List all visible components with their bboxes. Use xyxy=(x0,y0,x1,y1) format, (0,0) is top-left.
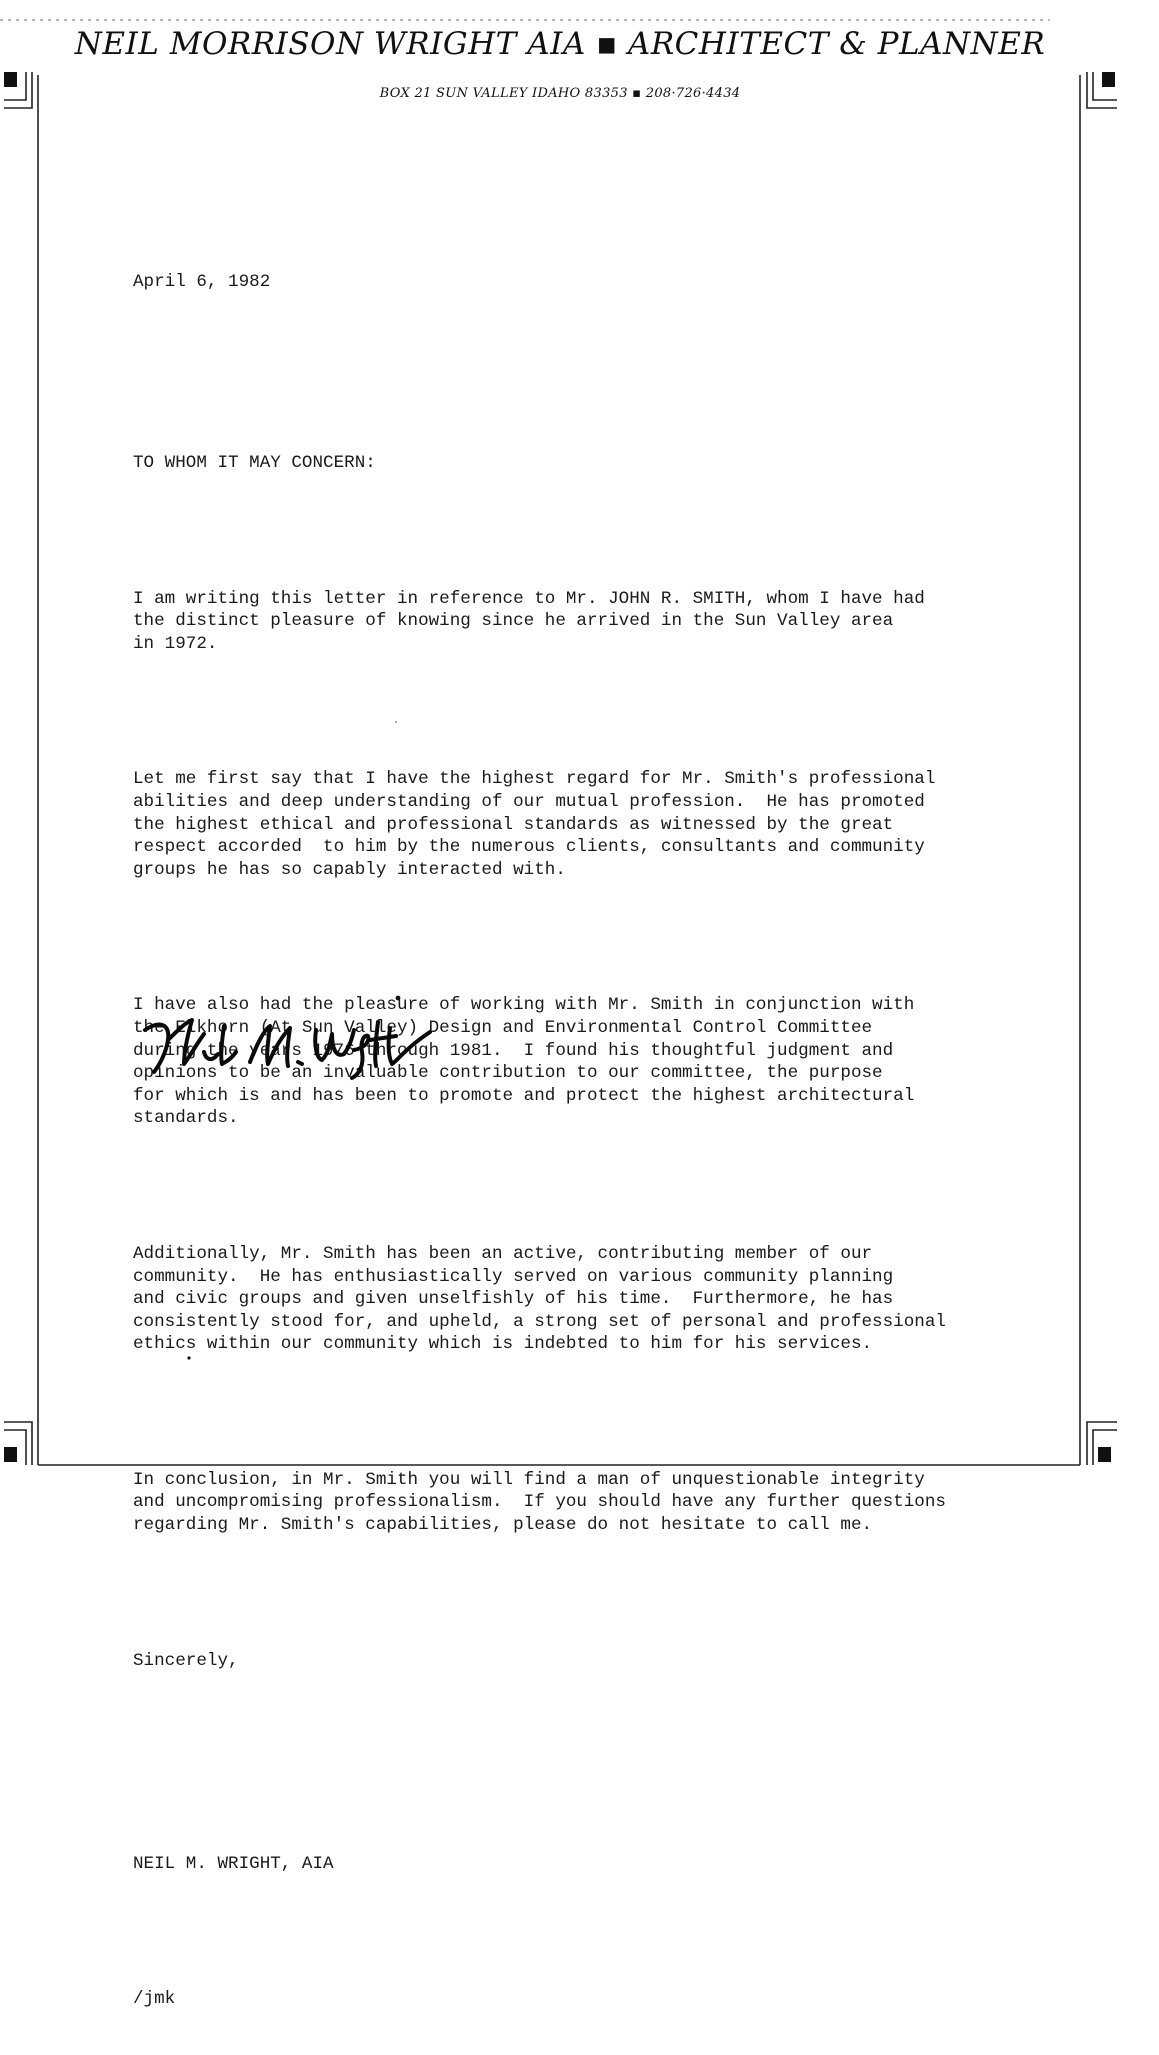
corner-ornament-bottom-right xyxy=(1087,1422,1117,1465)
letterhead-address: BOX 21 SUN VALLEY IDAHO 83353 ▪ 208·726·4434 xyxy=(379,86,741,101)
letter-body xyxy=(133,226,1053,2055)
letter-salutation: TO WHOM IT MAY CONCERN: xyxy=(133,453,376,474)
signer-name: NEIL M. WRIGHT, AIA xyxy=(133,1853,334,1874)
corner-ornament-bottom-left xyxy=(4,1422,32,1465)
typist-initials: /jmk xyxy=(133,1988,176,2009)
paragraph-1: I am writing this letter in reference to Mr. JOHN R. SMITH, whom I have had the distinct pleasure of knowing since he arrived in the Sun Valley area in 1972. xyxy=(133,588,925,654)
paragraph-5: In conclusion, in Mr. Smith you will find a man of unquestionable integrity and uncompromising professionalism. If you should have any further questions regarding Mr. Smith's capabilities, please do not hesitate to call me. xyxy=(133,1469,946,1536)
paragraph-4: Additionally, Mr. Smith has been an active, contributing member of our community. He has enthusiastically served on various community planning and civic groups and given unselfishly of his time. Furthermore, he has consistently stood for, and upheld, a strong set of personal and professional ethics within our community which is indebted to him for his services. xyxy=(133,1243,946,1355)
paragraph-2: Let me first say that I have the highest regard for Mr. Smith's professional abilities and deep understanding of our mutual profession. He has promoted the highest ethical and professional standards as witnessed by the great respect accorded to him by the numerous clients, consultants and community groups he has so capably interacted with. xyxy=(133,769,936,880)
letter-closing: Sincerely, xyxy=(133,1650,239,1671)
letter-date: April 6, 1982 xyxy=(133,272,271,293)
paragraph-3: I have also had the pleasure of working with Mr. Smith in conjunction with the Elkhorn (At Sun Valley) Design and Environmental Control Committee during the years 1976 through 1981. I found his thoughtful judgment and opinions to be an invaluable contribution to our committee, the purpose for which is and has been to promote and protect the highest architectural standards. xyxy=(133,995,915,1129)
handwritten-signature xyxy=(140,1012,440,1082)
letterhead-title: NEIL MORRISON WRIGHT AIA ▪ ARCHITECT & PLANNER xyxy=(74,26,1046,62)
